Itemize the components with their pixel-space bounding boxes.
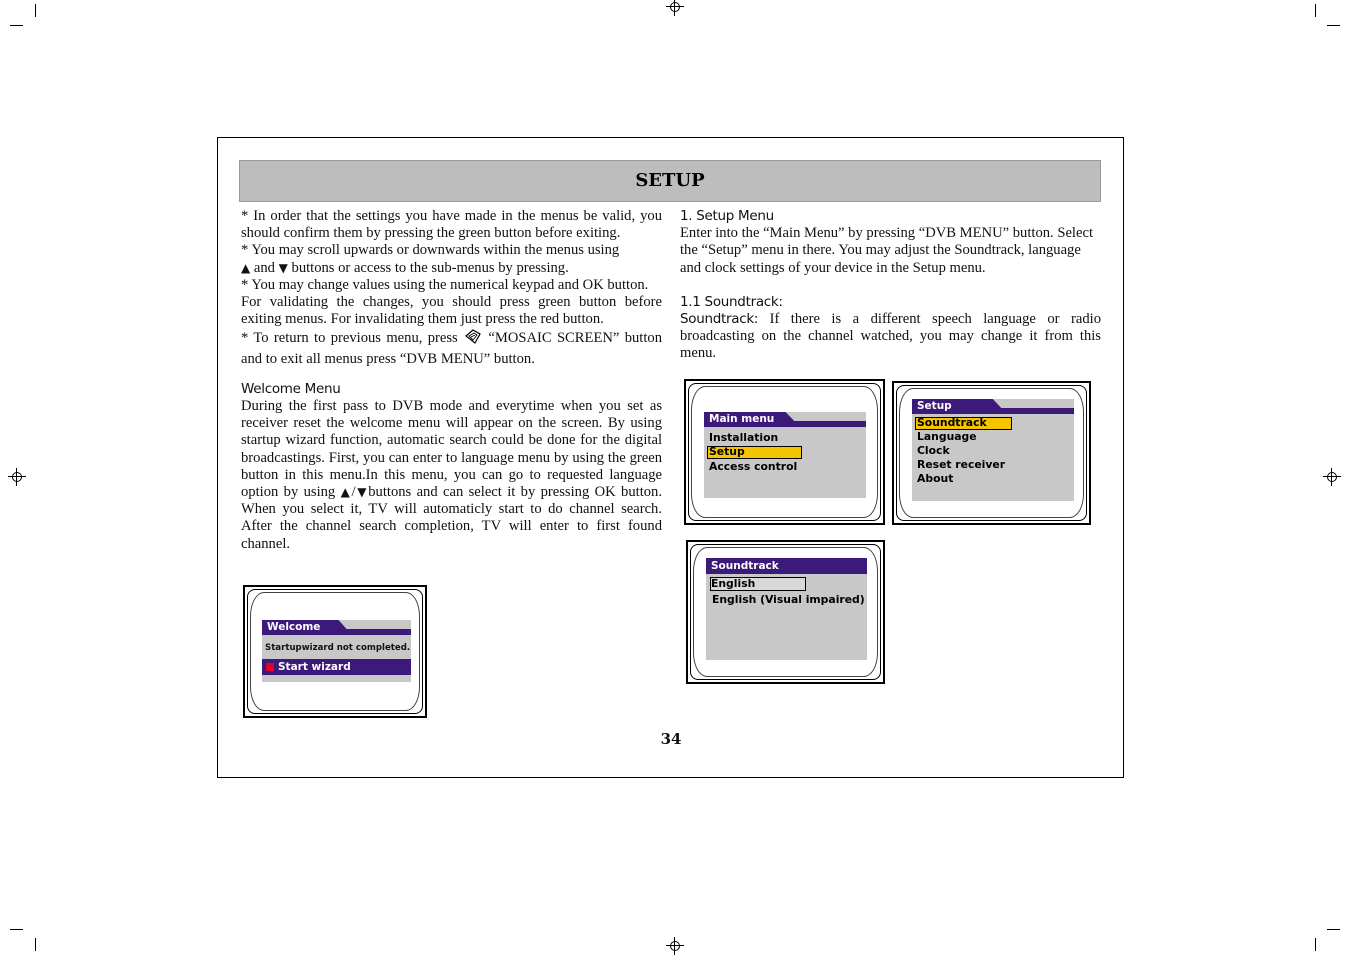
registration-mark: [11, 471, 23, 483]
up-triangle-icon: ▲: [241, 260, 251, 275]
soundtrack-screen: [686, 540, 885, 684]
crop-mark: [1315, 4, 1316, 17]
crop-mark: [35, 938, 36, 951]
page-number: 34: [660, 730, 682, 748]
welcome-text: During the first pass to DVB mode and everytime when you set as receiver reset the welcome menu will appear on the screen. By using startup wizard function, automatic search could be done for the digital broadcastings. First, you can enter to language menu by using the green button in this menu.In this menu, you can go to requested language option by using ▲/▼buttons and can select it by pressing OK button. When you select it, TV will automaticly start to do channel search. After the channel search completion, TV will enter to first found channel.: [241, 398, 662, 552]
option-english[interactable]: English: [706, 576, 867, 592]
setup-osd: [912, 399, 1074, 501]
menu-item-installation[interactable]: Installation: [709, 431, 779, 444]
crop-mark: [1315, 938, 1316, 951]
crop-mark: [10, 25, 23, 26]
note-validate: For validating the changes, you should press green button before exiting menus. For invalidating them just press the red button.: [241, 294, 662, 328]
red-button-icon: [266, 663, 274, 671]
osd-title: Welcome: [262, 620, 411, 635]
registration-mark: [669, 940, 681, 952]
menu-item-access-control[interactable]: Access control: [709, 460, 798, 473]
welcome-screen: [243, 585, 427, 718]
crop-mark: [35, 4, 36, 17]
registration-mark: [669, 1, 681, 13]
note-return: * To return to previous menu, press “MOSAIC SCREEN” button and to exit all menus press “DVB MENU” button.: [241, 330, 662, 367]
setup-menu-text: Enter into the “Main Menu” by pressing “DVB MENU” button. Select the “Setup” menu in there. You may adjust the Soundtrack, language and clock settings of your device in the Setup menu.: [680, 225, 1094, 276]
option-english-visual-impaired[interactable]: English (Visual impaired): [712, 593, 865, 606]
note-confirm: * In order that the settings you have made in the menus be valid, you should confirm them by pressing the green button before exiting.: [241, 208, 662, 242]
osd-title: Soundtrack: [706, 558, 867, 574]
note-scroll: * You may scroll upwards or downwards within the menus using ▲ and ▼ buttons or access to the sub-menus by pressing.: [241, 242, 620, 276]
soundtrack-text: Soundtrack: If there is a different speech language or radio broadcasting on the channel watched, you may change it from this menu.: [680, 311, 1101, 362]
soundtrack-heading: 1.1 Soundtrack:: [680, 293, 783, 310]
setup-menu-heading: 1. Setup Menu: [680, 208, 774, 224]
registration-mark: [1326, 471, 1338, 483]
up-triangle-icon: ▲: [340, 485, 352, 500]
down-triangle-icon: ▼: [355, 485, 369, 500]
menu-item-reset-receiver[interactable]: Reset receiver: [917, 458, 1006, 471]
crop-mark: [1327, 929, 1340, 930]
right-column: [680, 208, 1101, 363]
page-title: SETUP: [239, 160, 1101, 202]
welcome-heading: Welcome Menu: [241, 380, 341, 397]
left-column: [241, 208, 662, 553]
menu-item-setup[interactable]: Setup: [704, 445, 866, 459]
start-wizard-button[interactable]: Start wizard: [262, 659, 411, 675]
crop-mark: [10, 929, 23, 930]
welcome-message: Startupwizard not completed.: [265, 643, 411, 653]
crop-mark: [1327, 25, 1340, 26]
note-keypad: * You may change values using the numerical keypad and OK button.: [241, 276, 649, 293]
osd-title: Main menu: [704, 412, 866, 427]
menu-item-language[interactable]: Language: [917, 430, 977, 443]
menu-item-clock[interactable]: Clock: [917, 444, 950, 457]
down-triangle-icon: ▼: [278, 260, 288, 275]
menu-item-soundtrack[interactable]: Soundtrack: [912, 416, 1074, 430]
main-menu-osd: [704, 412, 866, 498]
mosaic-screen-icon: [463, 328, 483, 350]
menu-item-about[interactable]: About: [917, 472, 954, 485]
soundtrack-osd: [706, 558, 867, 660]
setup-screen: [892, 381, 1091, 525]
main-menu-screen: [684, 379, 885, 525]
welcome-osd: [262, 620, 411, 682]
osd-title: Setup: [912, 399, 1074, 414]
